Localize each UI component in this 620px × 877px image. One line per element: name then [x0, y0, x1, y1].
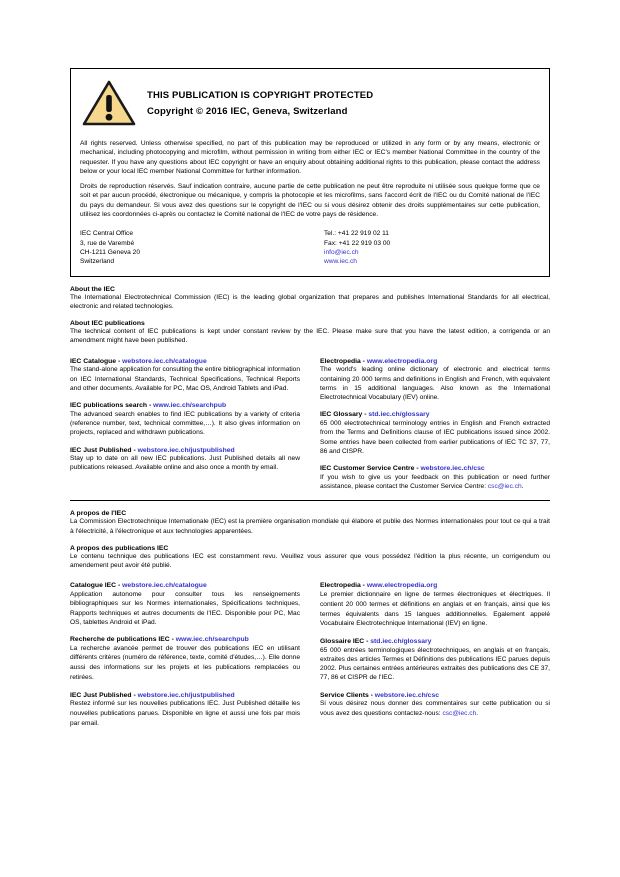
resource-title: Electropedia	[320, 357, 361, 365]
email-link[interactable]: info@iec.ch	[324, 248, 359, 256]
resource-link[interactable]: www.iec.ch/searchpub	[175, 636, 249, 644]
resource-iec-catalogue	[70, 358, 300, 393]
resource-body-text: If you wish to give us your feedback on this publication or need further assistance, please contact the Customer Service Centre:	[320, 473, 550, 490]
resource-electropedia	[320, 358, 550, 403]
resource-body: 65 000 electrotechnical terminology entries in English and French extracted from the Terms and Definitions clause of IEC publications issued since 2002. Some entries have been collected from earlier publications of IEC TC 37, 77, 86 and CISPR.	[320, 419, 550, 455]
english-right-column	[320, 358, 550, 500]
resource-title: IEC Glossary	[320, 411, 363, 419]
resource-heading	[320, 358, 550, 365]
resource-link[interactable]: webstore.iec.ch/justpublished	[137, 691, 235, 699]
warning-triangle-icon	[82, 79, 136, 127]
about-iec-publications-section	[70, 320, 550, 346]
resource-iec-customer-service-centre	[320, 465, 550, 491]
a-propos-de-iec-body: La Commission Electrotechnique Internationale (IEC) est la première organisation mondiale qui élabore et publie des Normes internationales pour tout ce qui a trait à l'électricité, à l'électronique et aux technologies apparentées.	[70, 518, 550, 535]
a-propos-des-publications-body: Le contenu technique des publications IEC est constamment revu. Veuillez vous assurer que vous possédez l'édition la plus récente, un corrigendum ou amendement peut avoir été publié.	[70, 552, 550, 570]
copyright-paragraph-english: All rights reserved. Unless otherwise specified, no part of this publication may be reproduced or utilized in any form or by any means, electronic or mechanical, including photocopying and microfilm, without permission in writing from either IEC or IEC's member National Committee in the country of the requester. If you have any questions about IEC copyright or have an enquiry about obtaining additional rights to this publication, please contact the address below or your local IEC member National Committee for further information.	[80, 140, 540, 175]
resource-iec-just-published	[70, 447, 300, 473]
address-line-4: Switzerland	[80, 258, 115, 266]
resource-heading	[70, 358, 300, 365]
resource-body: Application autonome pour consulter tous les renseignements bibliographiques sur les Normes internationales, Spécifications techniques, Rapports techniques et autres documents de l'IEC. Disponible pour PC, Mac OS, tablettes Android et iPad.	[70, 590, 300, 626]
french-left-column	[70, 582, 300, 737]
resource-body-text: Si vous désirez nous donner des commentaires sur cette publication ou si vous avez des questions contactez-nous:	[320, 700, 550, 718]
resource-heading	[70, 402, 300, 409]
resource-separator: -	[360, 357, 367, 365]
about-the-iec-heading: About the IEC	[70, 285, 115, 293]
resource-body: Le premier dictionnaire en ligne de termes électroniques et électriques. Il contient 20 000 termes et définitions en anglais et en français, ainsi que les termes équivalents dans 15 langues additionnelles. Egalement appelé Vocabulaire Electrotechnique International (IEV) en ligne.	[320, 590, 550, 628]
address-line-3: CH-1211 Geneva 20	[80, 248, 140, 256]
a-propos-des-publications-section	[70, 545, 550, 571]
resource-iec-just-published-fr	[70, 692, 300, 729]
resource-title: Catalogue IEC	[70, 582, 117, 590]
iec-contact-block	[80, 229, 540, 266]
resource-separator: -	[368, 691, 375, 699]
resource-heading	[70, 447, 300, 454]
resource-electropedia-fr	[320, 582, 550, 629]
address-line-2: 3, rue de Varembé	[80, 239, 135, 247]
resource-separator: -	[360, 582, 367, 590]
english-left-column	[70, 358, 300, 500]
resource-title: Glossaire IEC	[320, 638, 365, 646]
resource-link[interactable]: www.electropedia.org	[366, 357, 438, 365]
resource-body: The stand-alone application for consulting the entire bibliographical information on IEC International Standards, Technical Specifications, Technical Reports and other documents. Available for PC, Mac OS, Android Tablets and iPad.	[70, 366, 300, 392]
language-section-divider	[70, 500, 550, 501]
resource-separator: -	[131, 446, 138, 454]
resource-title: IEC Catalogue	[70, 357, 117, 365]
resource-title: Electropedia	[320, 582, 361, 590]
resource-body	[320, 699, 550, 719]
website-link[interactable]: www.iec.ch	[324, 258, 357, 266]
english-resources-columns	[70, 358, 550, 500]
resource-link[interactable]: std.iec.ch/glossary	[370, 638, 432, 646]
about-the-iec-body: The International Electrotechnical Commission (IEC) is the leading global organization that prepares and publishes International Standards for all electrical, electronic and related technologies.	[70, 293, 550, 310]
resource-iec-publications-search	[70, 402, 300, 437]
about-iec-publications-heading: About IEC publications	[70, 320, 145, 328]
copyright-title-primary: THIS PUBLICATION IS COPYRIGHT PROTECTED	[147, 89, 374, 101]
a-propos-de-iec-heading: A propos de l'IEC	[70, 510, 127, 518]
iec-contact-details	[324, 229, 390, 266]
resource-service-clients	[320, 692, 550, 719]
address-line-1: IEC Central Office	[80, 230, 134, 238]
resource-body	[320, 473, 550, 492]
iec-address	[80, 229, 324, 266]
telephone-value: Tel.: +41 22 919 02 11	[324, 230, 389, 238]
resource-body: The advanced search enables to find IEC publications by a variety of criteria (reference number, text, technical committee,…). It also gives information on projects, replaced and withdrawn publications.	[70, 410, 300, 437]
french-right-column	[320, 582, 550, 737]
resource-title: Recherche de publications IEC	[70, 636, 170, 644]
resource-body-tail: .	[476, 710, 479, 718]
resource-title: Service Clients	[320, 691, 369, 699]
service-clients-email-link[interactable]: csc@iec.ch	[442, 710, 477, 718]
a-propos-de-iec-section	[70, 510, 550, 536]
french-section	[70, 510, 550, 737]
fax-value: Fax: +41 22 919 03 00	[324, 239, 391, 247]
a-propos-des-publications-heading: A propos des publications IEC	[70, 544, 169, 552]
copyright-paragraph-french: Droits de reproduction réservés. Sauf indication contraire, aucune partie de cette publication ne peut être reproduite ni utilisée sous quelque forme que ce soit et par aucun procédé, électronique ou mécanique, y compris la photocopie et les microfilms, sans l'accord écrit de l'IEC ou du Comité national de l'IEC du pays du demandeur. Si vous avez des questions sur le copyright de l'IEC ou si vous désirez obtenir des droits supplémentaires sur cette publication, utilisez les coordonnées ci-après ou contactez le Comité national de l'IEC de votre pays de résidence.	[80, 183, 540, 219]
resource-separator: -	[362, 411, 369, 419]
resource-title: IEC Customer Service Centre	[320, 465, 415, 473]
copyright-notice-box	[70, 68, 550, 277]
resource-separator: -	[364, 638, 371, 646]
resource-heading	[320, 465, 550, 472]
resource-separator: -	[116, 582, 123, 590]
resource-link[interactable]: webstore.iec.ch/justpublished	[137, 446, 235, 454]
resource-heading	[70, 692, 300, 699]
resource-link[interactable]: webstore.iec.ch/csc	[420, 465, 485, 473]
french-resources-columns	[70, 582, 550, 737]
resource-heading	[320, 411, 550, 418]
customer-service-email-link[interactable]: csc@iec.ch	[487, 482, 522, 490]
resource-link[interactable]: www.electropedia.org	[366, 582, 438, 590]
resource-body: The world's leading online dictionary of electronic and electrical terms containing 20 000 terms and definitions in English and French, with equivalent terms in 15 additional languages. Also known as the International Electrotechnical Vocabulary (IEV) online.	[320, 366, 550, 402]
resource-body: 65 000 entrées terminologiques électrotechniques, en anglais et en français, extraites des articles Termes et Définitions des publications IEC parues depuis 2002. Plus certaines entrées antérieures extraites des publications des CE 37, 77, 86 et CISPR de l'IEC.	[320, 646, 550, 682]
resource-iec-glossary	[320, 411, 550, 456]
resource-separator: -	[131, 691, 138, 699]
resource-glossaire-iec	[320, 638, 550, 683]
resource-body-tail: .	[521, 482, 524, 490]
resource-catalogue-iec	[70, 582, 300, 627]
resource-heading	[320, 638, 550, 645]
resource-separator: -	[414, 465, 421, 473]
resource-heading	[70, 582, 300, 589]
resource-title: IEC Just Published	[70, 446, 132, 454]
about-the-iec-section	[70, 286, 550, 312]
resource-title: IEC Just Published	[70, 691, 132, 699]
copyright-titles	[147, 90, 373, 117]
copyright-title-secondary: Copyright © 2016 IEC, Geneva, Switzerland	[147, 105, 348, 117]
resource-heading	[70, 636, 300, 643]
about-iec-publications-body: The technical content of IEC publications is kept under constant review by the IEC. Please make sure that you have the latest edition, a corrigenda or an amendment might have been published.	[70, 328, 550, 345]
resource-link[interactable]: webstore.iec.ch/catalogue	[122, 582, 207, 590]
resource-heading	[320, 582, 550, 589]
resource-body: La recherche avancée permet de trouver des publications IEC en utilisant différents critères (numéro de référence, texte, comité d'études,…). Elle donne aussi des informations sur les projets et les publications remplacées ou retirées.	[70, 644, 300, 681]
copyright-header	[80, 77, 540, 133]
resource-link[interactable]: webstore.iec.ch/catalogue	[122, 357, 207, 365]
resource-heading	[320, 692, 550, 699]
resource-separator: -	[116, 357, 123, 365]
resource-recherche-de-publications-iec	[70, 636, 300, 683]
resource-body: Stay up to date on all new IEC publications. Just Published details all new publications released. Available online and also once a month by email.	[70, 455, 300, 472]
resource-link[interactable]: webstore.iec.ch/csc	[374, 691, 440, 699]
resource-separator: -	[147, 402, 154, 410]
resource-title: IEC publications search	[70, 402, 148, 410]
resource-separator: -	[169, 636, 176, 644]
page-content	[70, 68, 550, 738]
resource-link[interactable]: www.iec.ch/searchpub	[153, 402, 227, 410]
resource-link[interactable]: std.iec.ch/glossary	[368, 411, 430, 419]
resource-body: Restez informé sur les nouvelles publications IEC. Just Published détaille les nouvelles publications parues. Disponible en ligne et aussi une fois par mois par email.	[70, 700, 300, 727]
